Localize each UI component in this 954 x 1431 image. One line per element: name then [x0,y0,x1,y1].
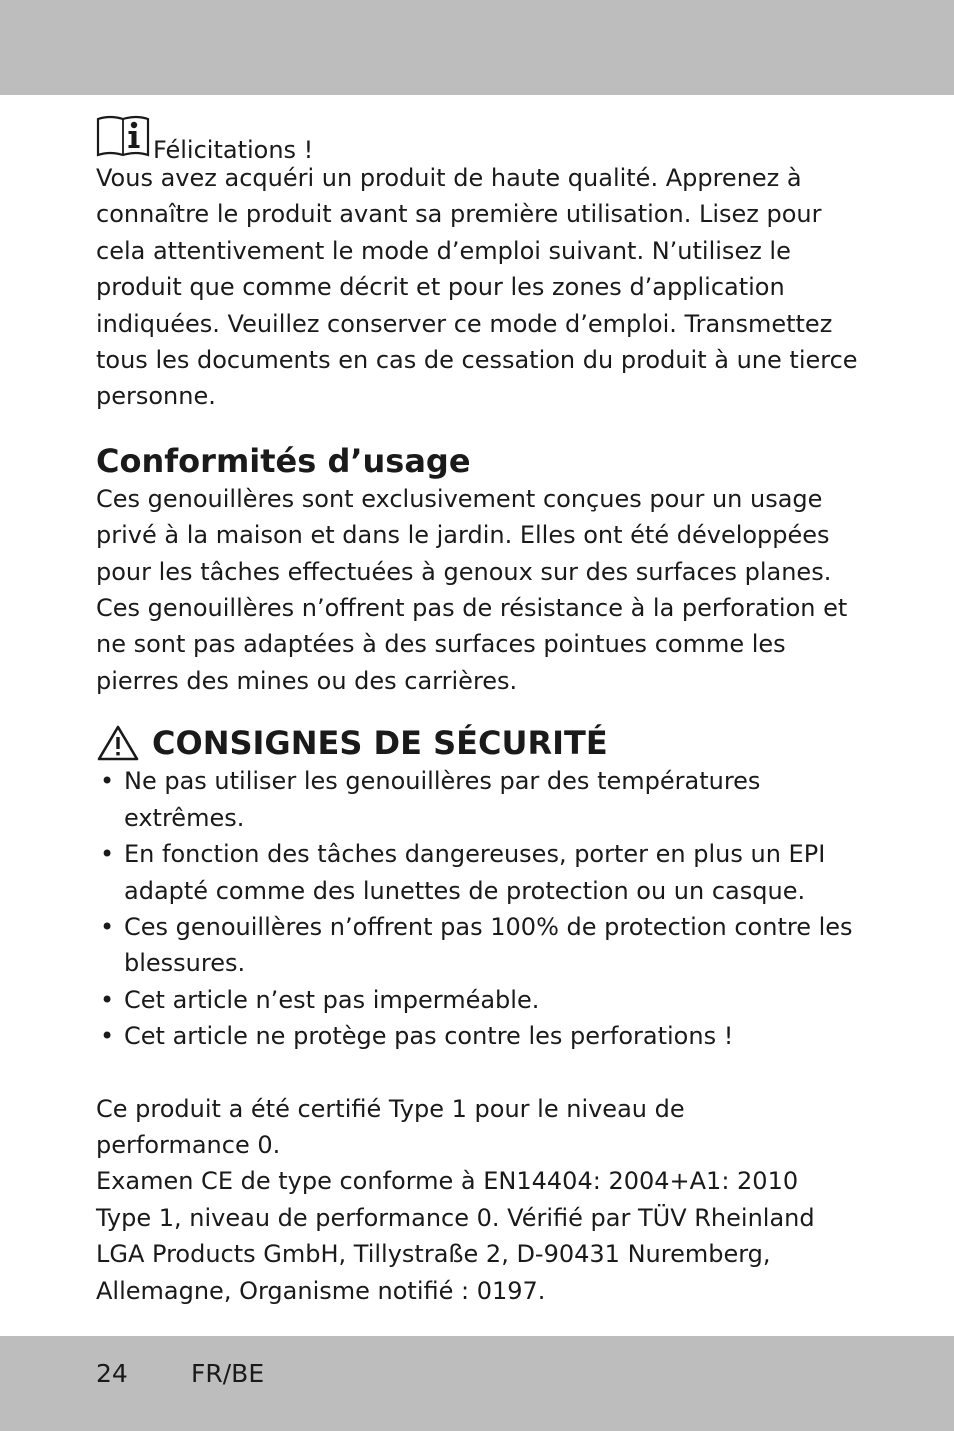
intro-header [96,112,866,164]
page-content [96,112,866,1309]
safety-item: • Cet article n’est pas imperméable. [96,982,866,1018]
intro-paragraph: Vous avez acquéri un produit de haute qualité. Apprenez à connaître le produit avant sa première utilisation. Lisez pour cela attentivement le mode d’emploi suivant. N’utilisez le produit que comme décrit et pour les zones d’application indiquées. Veuillez conserver ce mode d’emploi. Transmettez tous les documents en cas de cessation du produit à une tierce personne. [96,164,858,411]
safety-item: • Cet article ne protège pas contre les perforations ! [96,1018,866,1054]
page-number: 24 [96,1359,128,1388]
usage-heading: Conformités d’usage [96,441,471,480]
language-code: FR/BE [191,1359,265,1388]
safety-list [96,763,866,1054]
certification-line-2: Examen CE de type conforme à EN14404: 2004+A1: 2010 Type 1, niveau de performance 0. Vérifié par TÜV Rheinland LGA Products GmbH, Tillystraße 2, D-90431 Nuremberg, Allemagne, Organisme notifié : 0197. [96,1167,815,1305]
header-bar [0,0,954,95]
usage-paragraph: Ces genouillères sont exclusivement conçues pour un usage privé à la maison et dans le jardin. Elles ont été développées pour les tâches effectuées à genoux sur des surfaces planes. Ces genouillères n’offrent pas de résistance à la perforation et ne sont pas adaptées à des surfaces pointues comme les pierres des mines ou des carrières. [96,484,848,695]
safety-heading: CONSIGNES DE SÉCURITÉ [152,724,608,763]
safety-heading-row [96,723,866,763]
warning-triangle-icon [96,724,140,762]
certification-line-1: Ce produit a été certifié Type 1 pour le niveau de performance 0. [96,1094,685,1159]
safety-item: • En fonction des tâches dangereuses, porter en plus un EPI adapté comme des lunettes de protection ou un casque. [96,836,866,909]
footer-bar [0,1336,954,1431]
intro-title: Félicitations ! [153,136,314,164]
safety-item: • Ne pas utiliser les genouillères par des températures extrêmes. [96,763,866,836]
safety-item: • Ces genouillères n’offrent pas 100% de protection contre les blessures. [96,909,866,982]
certification-block [96,1091,866,1309]
info-manual-icon [96,114,150,158]
